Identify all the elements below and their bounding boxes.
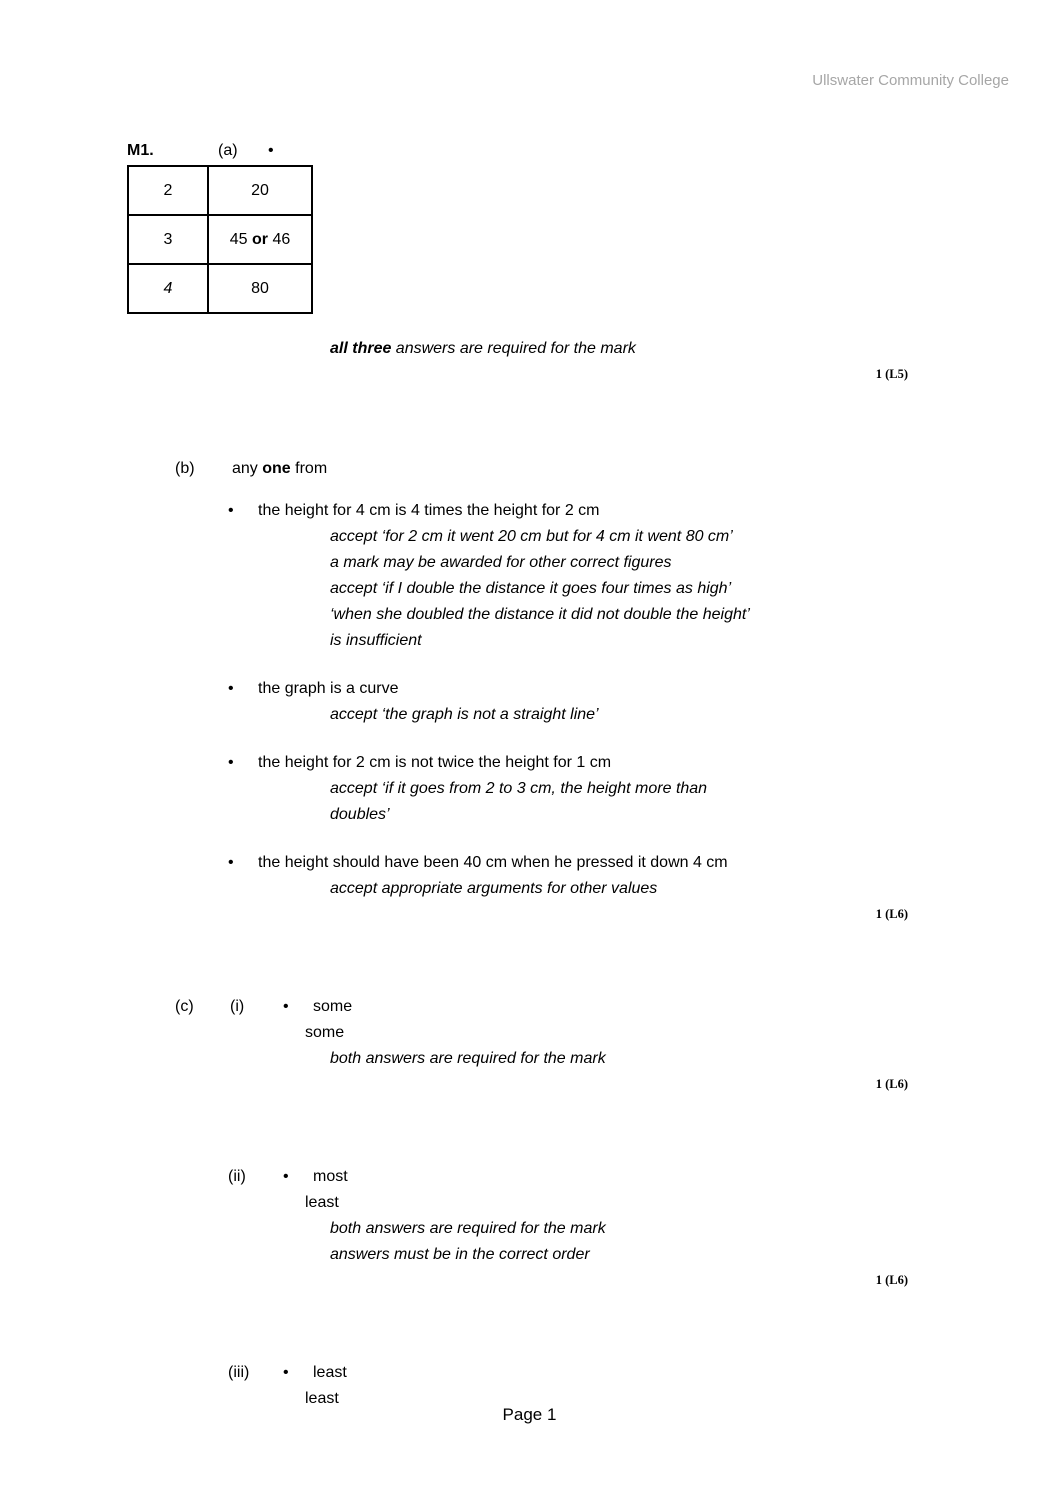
answer-text: least xyxy=(305,1390,339,1407)
answer-point-text: the graph is a curve xyxy=(258,680,399,697)
school-name: Ullswater Community College xyxy=(812,72,1009,89)
table-cell-input: 3 xyxy=(128,215,208,264)
table-cell-output: 20 xyxy=(208,166,312,215)
accept-note: accept ‘for 2 cm it went 20 cm but for 4 cm it went 80 cm’ xyxy=(330,528,733,545)
marking-note: both answers are required for the mark xyxy=(330,1220,606,1237)
bullet-icon: • xyxy=(283,1364,289,1381)
mark-allocation-cii: 1 (L6) xyxy=(875,1273,908,1287)
intro-emphasis: one xyxy=(262,460,291,477)
accept-note: a mark may be awarded for other correct figures xyxy=(330,554,672,571)
intro-text: from xyxy=(290,460,328,477)
marking-note: answers must be in the correct order xyxy=(330,1246,590,1263)
answer-point xyxy=(228,498,1059,524)
note-emphasis: all three xyxy=(330,340,392,357)
part-b-intro xyxy=(232,456,327,482)
accept-note: accept appropriate arguments for other values xyxy=(330,880,658,897)
answer-point-text: the height for 4 cm is 4 times the height for 2 cm xyxy=(258,502,600,519)
part-b-header xyxy=(175,456,1059,482)
accept-note: doubles’ xyxy=(330,806,390,823)
part-ciii-label: (iii) xyxy=(228,1364,250,1381)
answer-point xyxy=(228,676,1059,702)
bullet-icon: • xyxy=(268,142,274,159)
marking-note: both answers are required for the mark xyxy=(330,1050,606,1067)
question-number: M1. xyxy=(127,142,154,159)
mark-allocation-a: 1 (L5) xyxy=(875,367,908,381)
mark-allocation-b: 1 (L6) xyxy=(875,907,908,921)
table-row xyxy=(128,215,312,264)
bullet-icon: • xyxy=(283,1168,289,1185)
table-cell-input: 4 xyxy=(128,264,208,313)
answer-text-bold: or xyxy=(252,230,268,248)
part-ci-label: (i) xyxy=(230,998,245,1015)
table-cell-output: 80 xyxy=(208,264,312,313)
accept-note: accept ‘the graph is not a straight line’ xyxy=(330,706,599,723)
accept-note: ‘when she doubled the distance it did not double the height’ xyxy=(330,606,750,623)
bullet-icon: • xyxy=(228,854,234,871)
answer-point-text: the height for 2 cm is not twice the height for 1 cm xyxy=(258,754,612,771)
answer-text: some xyxy=(313,998,353,1015)
answer-text: 45 xyxy=(229,230,252,248)
answer-table-body xyxy=(128,166,312,313)
marking-note-a xyxy=(330,336,1059,362)
intro-text: any xyxy=(232,460,263,477)
answer-text: least xyxy=(313,1364,347,1381)
answer-point xyxy=(228,850,1059,876)
bullet-icon: • xyxy=(283,998,289,1015)
bullet-icon: • xyxy=(228,754,234,771)
bullet-icon: • xyxy=(228,502,234,519)
accept-note: is insufficient xyxy=(330,632,422,649)
part-b-label: (b) xyxy=(175,460,195,477)
part-a-label: (a) xyxy=(218,142,238,159)
answer-text: some xyxy=(305,1024,345,1041)
part-ci-header xyxy=(175,994,1059,1020)
accept-note: accept ‘if I double the distance it goes four times as high’ xyxy=(330,580,732,597)
table-row xyxy=(128,166,312,215)
answer-table xyxy=(127,165,313,314)
table-row xyxy=(128,264,312,313)
part-cii-label: (ii) xyxy=(228,1168,246,1185)
table-cell-output xyxy=(208,215,312,264)
answer-point xyxy=(228,750,1059,776)
part-ciii-header xyxy=(228,1360,1059,1386)
page-number: Page 1 xyxy=(502,1405,557,1424)
note-text: answers are required for the mark xyxy=(391,340,636,357)
part-c-label: (c) xyxy=(175,998,194,1015)
answer-text: most xyxy=(313,1168,348,1185)
mark-allocation-ci: 1 (L6) xyxy=(875,1077,908,1091)
part-cii-header xyxy=(228,1164,1059,1190)
accept-note: accept ‘if it goes from 2 to 3 cm, the height more than xyxy=(330,780,708,797)
answer-text: 46 xyxy=(268,230,291,248)
table-cell-input: 2 xyxy=(128,166,208,215)
answer-point-text: the height should have been 40 cm when he pressed it down 4 cm xyxy=(258,854,728,871)
answer-text: least xyxy=(305,1194,339,1211)
bullet-icon: • xyxy=(228,680,234,697)
